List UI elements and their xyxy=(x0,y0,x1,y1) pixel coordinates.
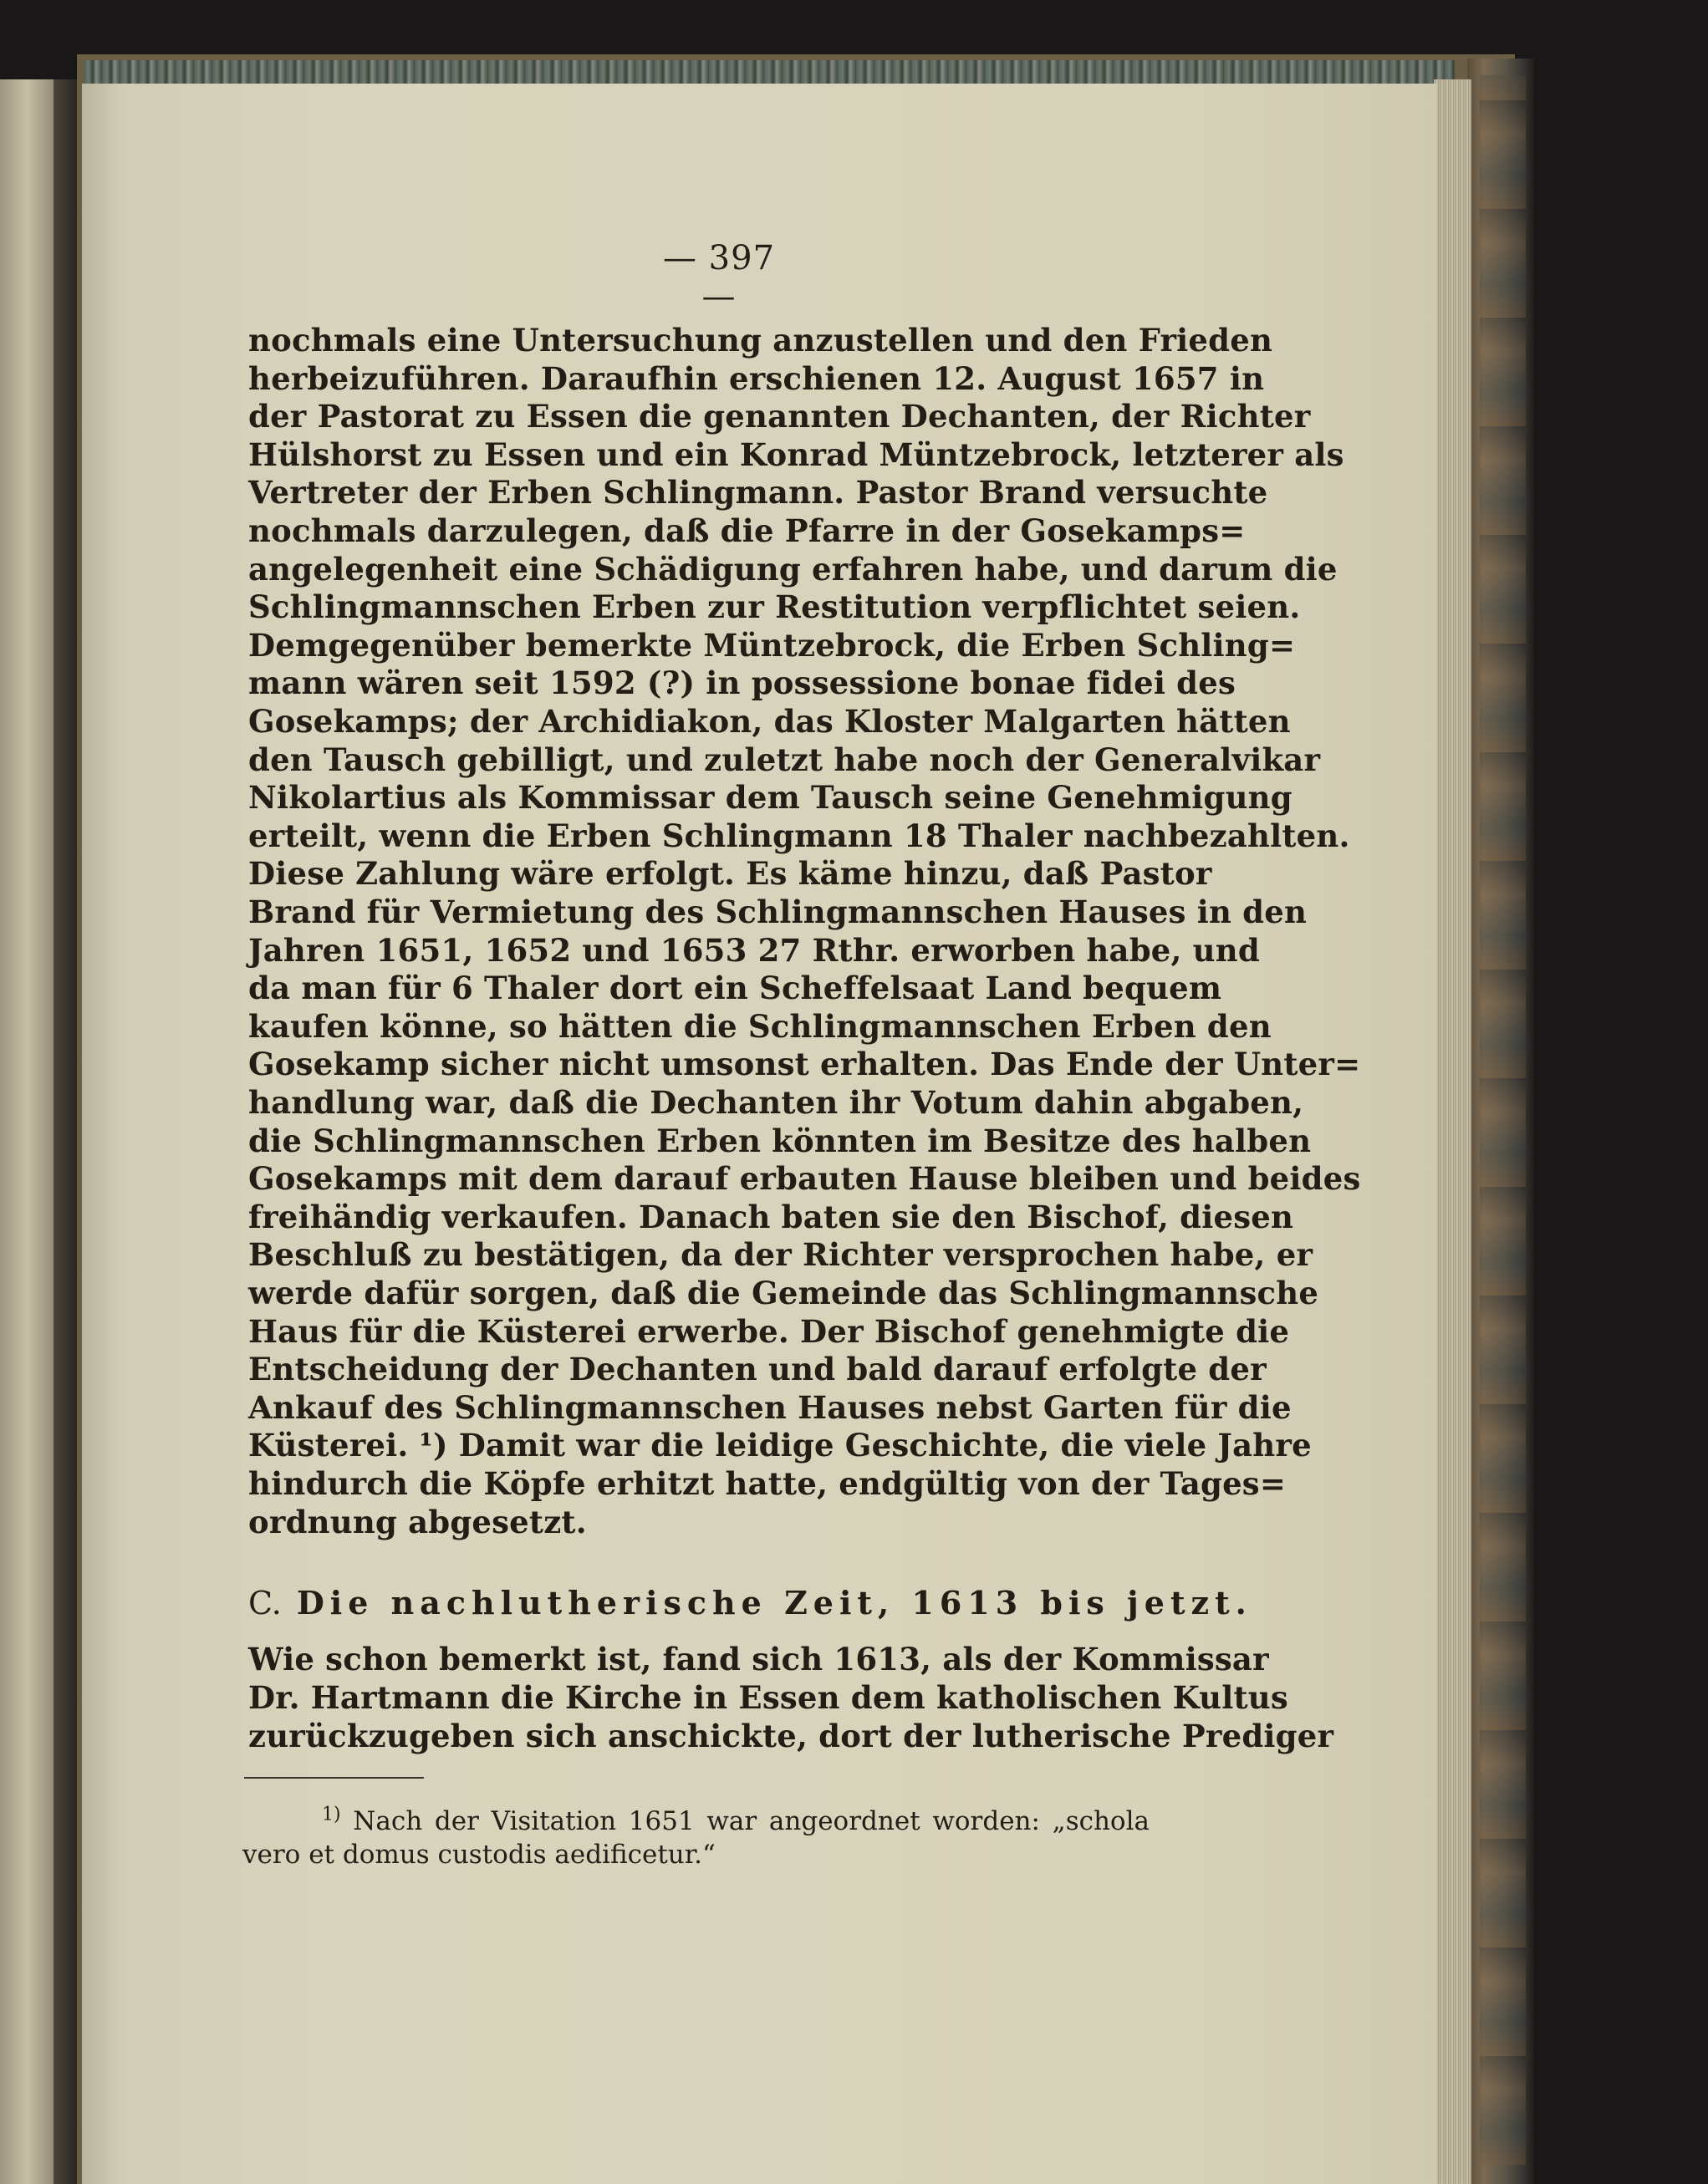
text-line: mann wären seit 1592 (?) in possessione bonae fidei des xyxy=(248,664,1236,702)
text-line: nochmals eine Untersuchung anzustellen und den Frieden xyxy=(248,322,1273,359)
text-line: Küsterei. ¹) Damit war die leidige Geschichte, die viele Jahre xyxy=(248,1427,1312,1464)
text-line: erteilt, wenn die Erben Schlingmann 18 Thaler nachbezahlten. xyxy=(248,817,1350,854)
text-line: den Tausch gebilligt, und zuletzt habe noch der Generalvikar xyxy=(248,741,1321,778)
text-line: Hülshorst zu Essen und ein Konrad Müntzebrock, letzterer als xyxy=(248,435,1344,473)
footnote-text: Nach der Visitation 1651 war angeordnet worden: „schola xyxy=(340,1806,1150,1836)
text-line: handlung war, daß die Dechanten ihr Votum dahin abgaben, xyxy=(248,1084,1304,1121)
text-line: die Schlingmannschen Erben könnten im Besitze des halben xyxy=(248,1122,1312,1159)
page-fore-edges xyxy=(1434,79,1471,2184)
footnote-marker: 1) xyxy=(322,1804,341,1825)
text-line: da man für 6 Thaler dort ein Scheffelsaat Land bequem xyxy=(248,970,1222,1007)
text-line: Gosekamp sicher nicht umsonst erhalten. Das Ende der Unter= xyxy=(248,1046,1361,1083)
footnote-line xyxy=(242,1805,1150,1837)
text-line: hindurch die Köpfe erhitzt hatte, endgültig von der Tages= xyxy=(248,1465,1287,1502)
text-line: Haus für die Küsterei erwerbe. Der Bischof genehmigte die xyxy=(248,1312,1290,1350)
text-line: Jahren 1651, 1652 und 1653 27 Rthr. erworben habe, und xyxy=(248,931,1260,969)
cover-texture xyxy=(1480,75,1526,2165)
text-line: freihändig verkaufen. Danach baten sie den Bischof, diesen xyxy=(248,1198,1294,1235)
text-line: herbeizuführen. Daraufhin erschienen 12. August 1657 in xyxy=(248,359,1265,397)
text-line: Nikolartius als Kommissar dem Tausch seine Genehmigung xyxy=(248,779,1292,817)
page-number: — 397 — xyxy=(662,239,776,316)
text-line: werde dafür sorgen, daß die Gemeinde das Schlingmannsche xyxy=(248,1275,1319,1311)
text-line: Beschluß zu bestätigen, da der Richter versprochen habe, er xyxy=(248,1236,1313,1274)
text-line: Demgegenüber bemerkte Müntzebrock, die Erben Schling= xyxy=(248,626,1296,664)
text-line: Entscheidung der Dechanten und bald darauf erfolgte der xyxy=(248,1351,1267,1388)
text-line: Wie schon bemerkt ist, fand sich 1613, als der Kommissar xyxy=(248,1641,1269,1677)
gutter-shadow xyxy=(54,79,77,2184)
text-line: Ankauf des Schlingmannschen Hauses nebst Garten für die xyxy=(248,1388,1292,1426)
text-line: ordnung abgesetzt. xyxy=(248,1503,587,1540)
text-line: Dr. Hartmann die Kirche in Essen dem katholischen Kultus xyxy=(248,1679,1288,1716)
text-line: zurückzugeben sich anschickte, dort der lutherische Prediger xyxy=(248,1718,1334,1754)
text-line: kaufen könne, so hätten die Schlingmannschen Erben den xyxy=(248,1007,1272,1045)
text-line: angelegenheit eine Schädigung erfahren habe, und darum die xyxy=(248,550,1338,588)
text-line: Diese Zahlung wäre erfolgt. Es käme hinzu, daß Pastor xyxy=(248,855,1212,893)
text-line: Gosekamps; der Archidiakon, das Kloster Malgarten hätten xyxy=(248,703,1291,740)
section-letter: C. xyxy=(248,1585,282,1621)
footnote-line: vero et domus custodis aedificetur.“ xyxy=(242,1840,716,1870)
section-heading xyxy=(248,1584,1252,1624)
text-line: nochmals darzulegen, daß die Pfarre in der Gosekamps= xyxy=(248,512,1246,549)
section-title: Die nachlutherische Zeit, 1613 bis jetzt. xyxy=(296,1584,1252,1621)
text-line: Schlingmannschen Erben zur Restitution verpflichtet seien. xyxy=(248,588,1301,626)
text-line: Vertreter der Erben Schlingmann. Pastor Brand versuchte xyxy=(248,474,1268,512)
text-line: der Pastorat zu Essen die genannten Dechanten, der Richter xyxy=(248,398,1311,435)
footnote-rule xyxy=(244,1777,424,1779)
text-line: Gosekamps mit dem darauf erbauten Hause bleiben und beides xyxy=(248,1160,1361,1198)
text-line: Brand für Vermietung des Schlingmannschen Hauses in den xyxy=(248,893,1308,930)
